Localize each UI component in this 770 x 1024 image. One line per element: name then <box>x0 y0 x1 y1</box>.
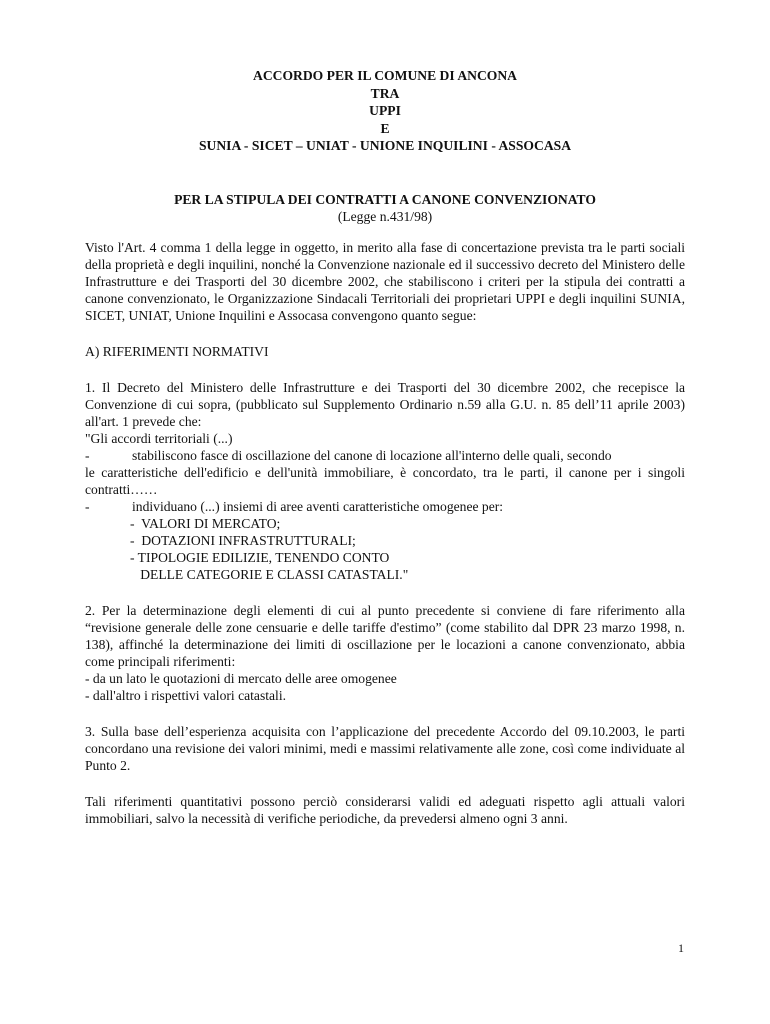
point-1-text: 1. Il Decreto del Ministero delle Infrastrutture e dei Trasporti del 30 dicembre 2002, che recepisce la Convenzione di cui sopra, (pubblicato sul Supplemento Ordinario n.59 alla G.U. n. 85 dell’11 aprile 2003) all'art. 1 prevede che: <box>85 379 685 429</box>
intro-paragraph: Visto l'Art. 4 comma 1 della legge in oggetto, in merito alla fase di concertazione prevista tra le parti sociali della proprietà e degli inquilini, nonché la Convenzione nazionale ed il successivo decreto del Ministero delle Infrastrutture e dei Trasporti del 30 dicembre 2002, che stabiliscono i criteri per la stipula dei contratti a canone convenzionato, le Organizzazione Sindacali Territoriali dei proprietari UPPI e degli inquilini SUNIA, SICET, UNIAT, Unione Inquilini e Assocasa convengono quanto segue: <box>85 239 685 323</box>
list-item: - da un lato le quotazioni di mercato delle aree omogenee <box>85 670 397 686</box>
section-a-heading: A) RIFERIMENTI NORMATIVI <box>85 343 269 359</box>
bullet-2-text: individuano (...) insiemi di aree aventi caratteristiche omogenee per: <box>132 498 504 514</box>
subject-title: PER LA STIPULA DEI CONTRATTI A CANONE CONVENZIONATO <box>174 191 596 207</box>
agreement-header <box>85 67 685 155</box>
subject-law: (Legge n.431/98) <box>337 208 433 224</box>
list-item: - dall'altro i rispettivi valori catastali. <box>85 687 287 703</box>
bullet-1-first-line: stabiliscono fasce di oscillazione del canone di locazione all'interno delle quali, secondo <box>132 447 612 463</box>
list-item: - VALORI DI MERCATO; <box>130 515 281 531</box>
point-2-text: 2. Per la determinazione degli elementi di cui al punto precedente si conviene di fare riferimento alla “revisione generale delle zone censuarie e delle tariffe d'estimo” (come stabilito dal DPR 23 marzo 1998, n. 138), affinché la determinazione dei limiti di oscillazione per le locazioni a canone convenzionato, abbia come principali riferimenti: <box>85 602 685 669</box>
header-e: E <box>380 120 390 136</box>
header-tra: TRA <box>370 85 400 101</box>
characteristics-list <box>85 515 685 583</box>
list-item: DELLE CATEGORIE E CLASSI CATASTALI." <box>130 566 409 582</box>
bullet-dash: - <box>85 447 90 463</box>
bullet-1-continuation: le caratteristiche dell'edificio e dell'unità immobiliare, è concordato, tra le parti, il canone per i singoli contratti…… <box>85 464 685 497</box>
closing-paragraph: Tali riferimenti quantitativi possono perciò considerarsi validi ed adeguati rispetto agli attuali valori immobiliari, salvo la necessità di verifiche periodiche, da prevedersi almeno ogni 3 anni. <box>85 793 685 826</box>
bullet-dash: - <box>85 498 90 514</box>
page-number: 1 <box>678 941 684 955</box>
list-item: - DOTAZIONI INFRASTRUTTURALI; <box>130 532 356 548</box>
document-page <box>85 67 685 827</box>
point-3-text: 3. Sulla base dell’esperienza acquisita con l’applicazione del precedente Accordo del 09.10.2003, le parti concordano una revisione dei valori minimi, medi e massimi relativamente alle zone, così come individuate al Punto 2. <box>85 723 685 773</box>
quote-open: "Gli accordi territoriali (...) <box>85 430 233 446</box>
list-item: - TIPOLOGIE EDILIZIE, TENENDO CONTO <box>130 549 390 565</box>
header-uppi: UPPI <box>369 103 401 118</box>
header-unions: SUNIA - SICET – UNIAT - UNIONE INQUILINI - ASSOCASA <box>198 138 572 153</box>
bullet-2 <box>85 498 685 515</box>
bullet-1 <box>85 447 685 464</box>
header-title: ACCORDO PER IL COMUNE DI ANCONA <box>253 68 517 83</box>
